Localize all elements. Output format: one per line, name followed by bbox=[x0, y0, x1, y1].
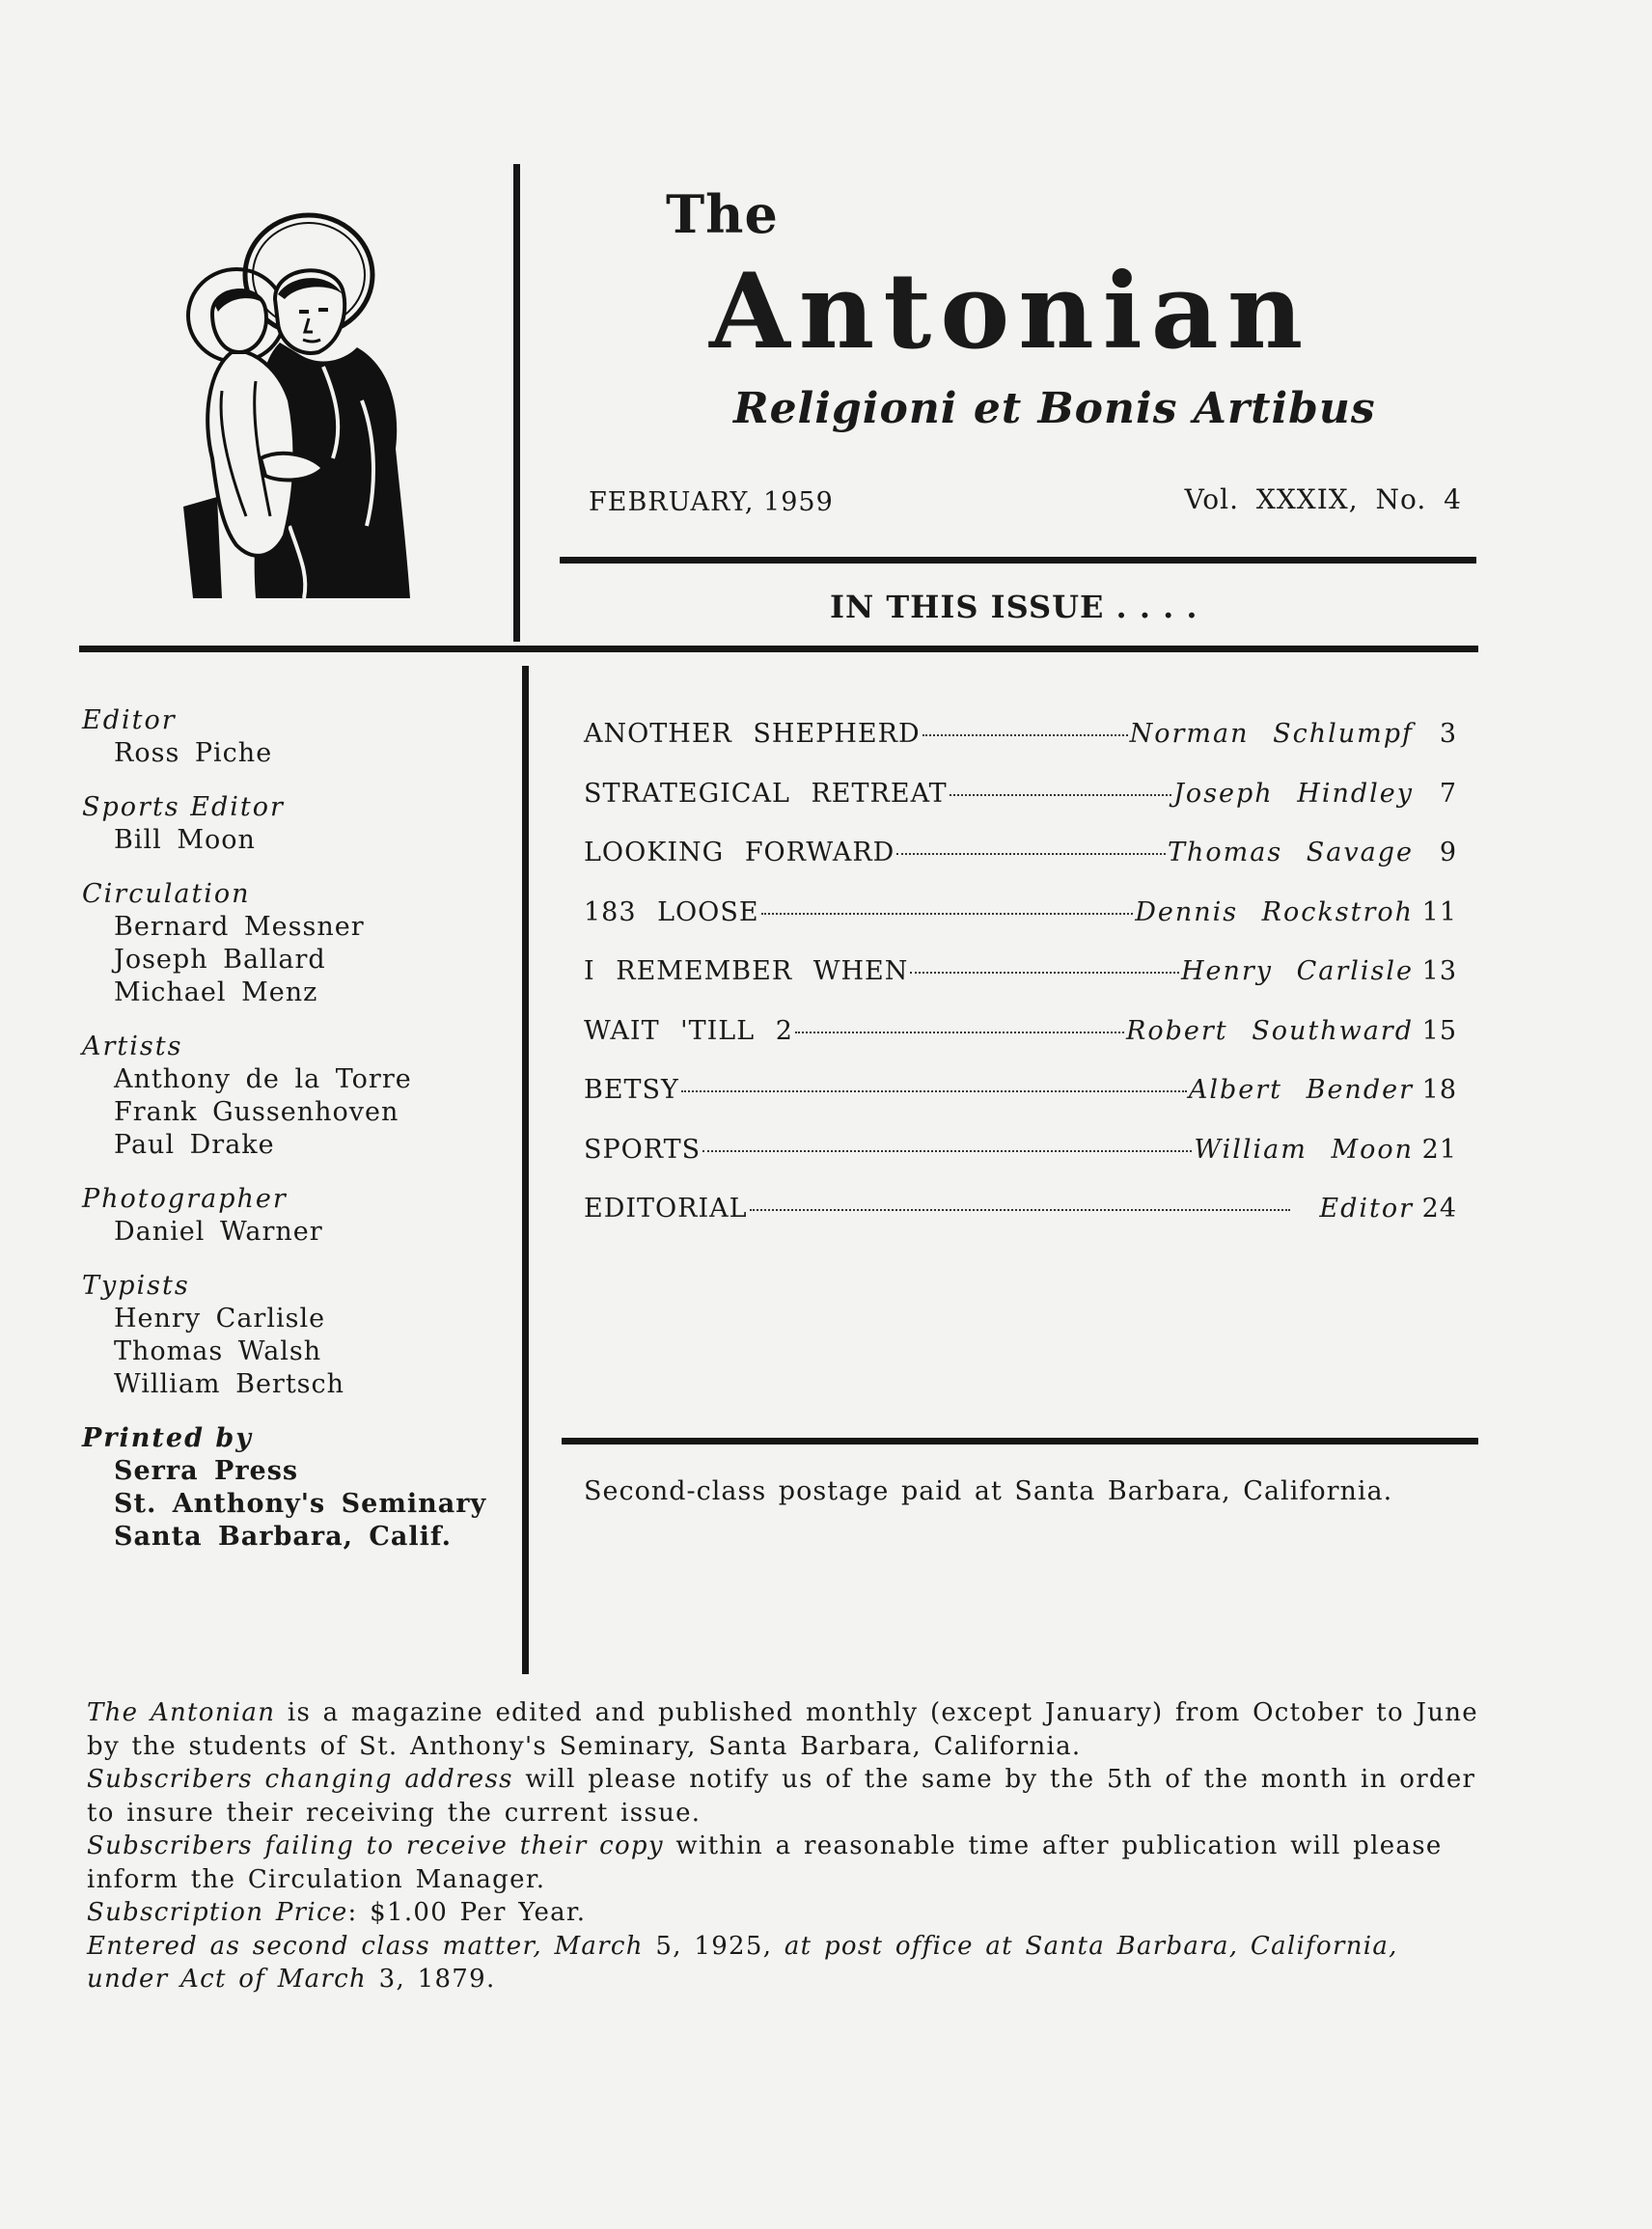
table-of-contents bbox=[584, 719, 1457, 1253]
notice-text: : $1.00 Per Year. bbox=[347, 1898, 587, 1927]
toc-page: 9 bbox=[1439, 838, 1457, 867]
toc-entry bbox=[584, 1135, 1457, 1195]
toc-entry bbox=[584, 956, 1457, 1016]
toc-page: 13 bbox=[1421, 956, 1457, 986]
staff-name: Serra Press bbox=[114, 1456, 299, 1486]
toc-author: Dennis Rockstroh bbox=[1135, 896, 1414, 927]
staff-role: Artists bbox=[82, 1032, 183, 1061]
saint-anthony-with-child-icon bbox=[164, 207, 415, 603]
staff-role: Circulation bbox=[82, 879, 251, 909]
dot-leader bbox=[950, 794, 1172, 796]
title-article: The bbox=[666, 183, 779, 245]
notice-paragraph bbox=[87, 1696, 1486, 1763]
column-divider bbox=[522, 666, 529, 1674]
contents-bottom-rule bbox=[562, 1438, 1478, 1445]
notice-paragraph bbox=[87, 1896, 1486, 1930]
toc-author: Albert Bender bbox=[1188, 1075, 1414, 1105]
publication-notice bbox=[87, 1696, 1486, 1996]
notice-emphasis: The Antonian bbox=[87, 1698, 276, 1727]
staff-name: St. Anthony's Seminary bbox=[114, 1489, 487, 1519]
notice-emphasis: Entered as second class matter, March bbox=[87, 1931, 644, 1961]
staff-name: Frank Gussenhoven bbox=[114, 1097, 399, 1127]
notice-text: will please notify us of the same by the 5th of the month in order to insure their receiving the current issue. bbox=[87, 1765, 1476, 1828]
staff-name: Anthony de la Torre bbox=[114, 1064, 412, 1094]
staff-role: Typists bbox=[82, 1271, 190, 1301]
contents-heading: IN THIS ISSUE . . . . bbox=[830, 589, 1198, 625]
toc-author: Robert Southward bbox=[1126, 1015, 1414, 1046]
staff-name: Paul Drake bbox=[114, 1130, 275, 1160]
staff-name: William Bertsch bbox=[114, 1369, 345, 1399]
dot-leader bbox=[922, 734, 1128, 736]
toc-title: SPORTS bbox=[584, 1134, 702, 1165]
dot-leader bbox=[910, 972, 1179, 974]
staff-name: Daniel Warner bbox=[114, 1217, 323, 1247]
toc-entry bbox=[584, 1075, 1457, 1135]
toc-title: ANOTHER SHEPHERD bbox=[584, 719, 921, 749]
staff-role: Sports Editor bbox=[82, 792, 285, 822]
staff-group bbox=[82, 704, 497, 770]
staff-group bbox=[82, 791, 497, 857]
toc-author: William Moon bbox=[1194, 1134, 1414, 1165]
staff-name: Ross Piche bbox=[114, 738, 273, 768]
toc-entry bbox=[584, 1194, 1457, 1253]
notice-paragraph bbox=[87, 1830, 1486, 1896]
staff-name: Michael Menz bbox=[114, 977, 318, 1007]
notice-text: is a magazine edited and published monthly (except January) from October to June by the students of St. Anthony's Seminary, Santa Barbara, California. bbox=[87, 1698, 1478, 1761]
notice-emphasis: Subscribers changing address bbox=[87, 1765, 513, 1794]
dot-leader bbox=[795, 1032, 1124, 1033]
staff-group bbox=[82, 878, 497, 1009]
staff-group bbox=[82, 1270, 497, 1401]
staff-name: Thomas Walsh bbox=[114, 1336, 322, 1366]
masthead-rule bbox=[560, 557, 1476, 564]
issue-date: FEBRUARY, 1959 bbox=[589, 487, 834, 517]
page-title: Antonian bbox=[709, 251, 1312, 372]
toc-title: EDITORIAL bbox=[584, 1194, 748, 1224]
dot-leader bbox=[750, 1209, 1291, 1211]
toc-page: 24 bbox=[1421, 1194, 1457, 1224]
toc-entry bbox=[584, 719, 1457, 779]
toc-title: STRATEGICAL RETREAT bbox=[584, 778, 948, 809]
notice-paragraph bbox=[87, 1763, 1486, 1830]
notice-emphasis: at post office at Santa Barbara, California, under Act of March bbox=[87, 1931, 1398, 1994]
dot-leader bbox=[681, 1090, 1187, 1092]
toc-page: 3 bbox=[1439, 719, 1457, 749]
staff-name: Santa Barbara, Calif. bbox=[114, 1522, 452, 1552]
motto: Religioni et Bonis Artibus bbox=[733, 384, 1376, 433]
toc-page: 7 bbox=[1439, 778, 1457, 809]
toc-entry bbox=[584, 897, 1457, 957]
staff-name: Bill Moon bbox=[114, 825, 256, 855]
toc-title: I REMEMBER WHEN bbox=[584, 956, 909, 986]
toc-title: 183 LOOSE bbox=[584, 896, 759, 927]
section-rule bbox=[79, 646, 1478, 652]
toc-author: Henry Carlisle bbox=[1180, 956, 1414, 986]
toc-page: 11 bbox=[1421, 896, 1457, 927]
staff-group bbox=[82, 1031, 497, 1162]
staff-role: Photographer bbox=[82, 1184, 288, 1214]
toc-page: 18 bbox=[1421, 1075, 1457, 1105]
notice-emphasis: Subscription Price bbox=[87, 1898, 348, 1927]
toc-author: Norman Schlumpf bbox=[1129, 719, 1414, 749]
dot-leader bbox=[702, 1150, 1192, 1152]
toc-title: BETSY bbox=[584, 1075, 679, 1105]
masthead-divider bbox=[513, 164, 520, 642]
notice-text: within a reasonable time after publication will please inform the Circulation Manager. bbox=[87, 1831, 1443, 1894]
issue-volume: Vol. XXXIX, No. 4 bbox=[1184, 483, 1462, 515]
staff-role: Editor bbox=[82, 705, 177, 735]
dot-leader bbox=[761, 913, 1134, 915]
notice-text: 5, 1925, bbox=[643, 1931, 785, 1961]
staff-list bbox=[82, 704, 497, 1575]
staff-group bbox=[82, 1183, 497, 1249]
notice-paragraph bbox=[87, 1930, 1486, 1996]
notice-text: 3, 1879. bbox=[367, 1965, 496, 1994]
dot-leader bbox=[896, 853, 1166, 855]
toc-page: 21 bbox=[1421, 1134, 1457, 1165]
staff-name: Bernard Messner bbox=[114, 912, 365, 942]
notice-emphasis: Subscribers failing to receive their copy bbox=[87, 1831, 664, 1860]
toc-entry bbox=[584, 779, 1457, 839]
toc-author: Editor bbox=[1319, 1194, 1414, 1224]
staff-name: Joseph Ballard bbox=[114, 945, 326, 975]
toc-entry bbox=[584, 838, 1457, 897]
toc-author: Joseph Hindley bbox=[1173, 778, 1414, 809]
toc-title: LOOKING FORWARD bbox=[584, 838, 895, 867]
toc-author: Thomas Savage bbox=[1168, 838, 1414, 867]
toc-entry bbox=[584, 1016, 1457, 1076]
postage-note: Second-class postage paid at Santa Barbara, California. bbox=[584, 1476, 1393, 1506]
staff-name: Henry Carlisle bbox=[114, 1304, 326, 1334]
staff-group bbox=[82, 1422, 497, 1554]
toc-page: 15 bbox=[1421, 1015, 1457, 1046]
staff-role: Printed by bbox=[82, 1423, 253, 1453]
toc-title: WAIT 'TILL 2 bbox=[584, 1015, 793, 1046]
